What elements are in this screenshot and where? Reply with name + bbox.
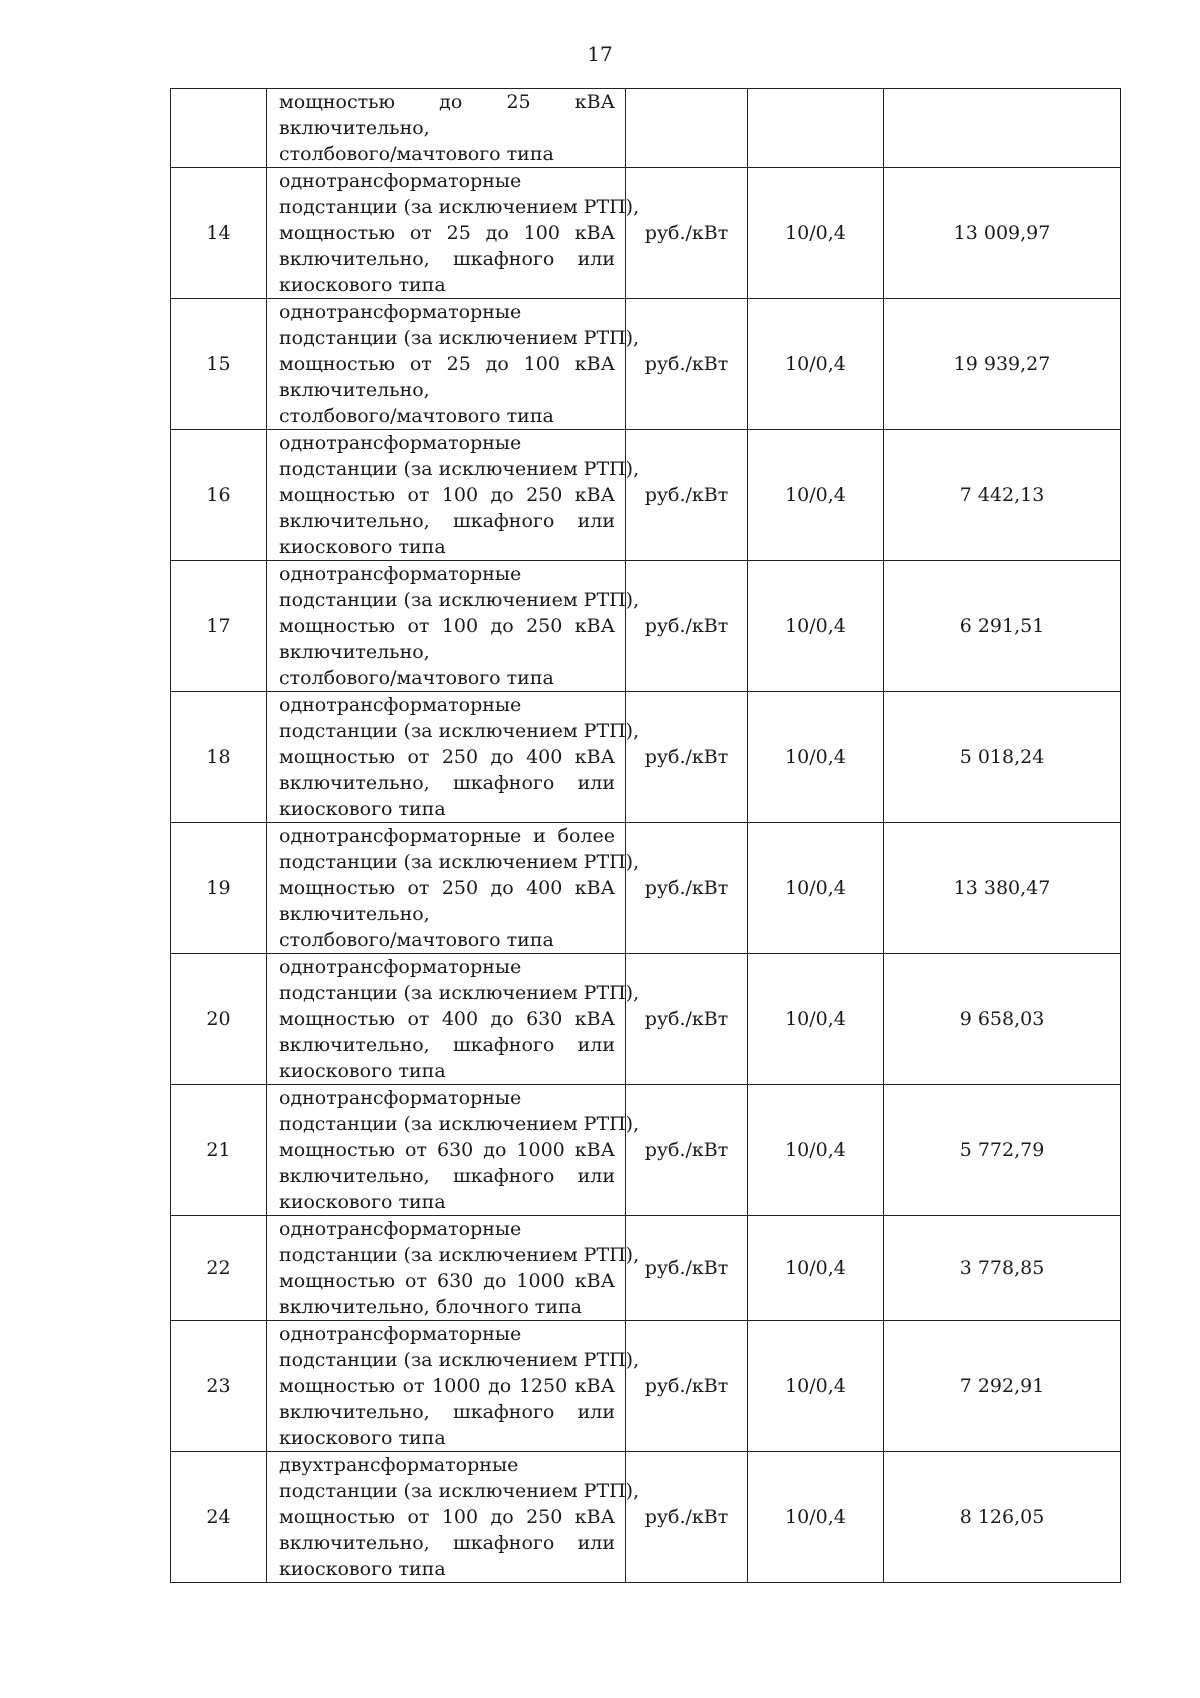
description-cell xyxy=(267,1321,640,1452)
table-body xyxy=(171,89,1121,1583)
value-cell: 8 126,05 xyxy=(884,1452,1121,1583)
description-line: мощностью от 100 до 250 кВА xyxy=(279,1506,615,1528)
value-cell: 7 442,13 xyxy=(884,430,1121,561)
row-number-cell: 24 xyxy=(171,1452,267,1583)
table-row xyxy=(171,954,1121,1085)
description-line: включительно, шкафного или xyxy=(279,510,615,532)
description-line: подстанции (за исключением РТП), xyxy=(279,1480,640,1502)
table-row xyxy=(171,692,1121,823)
voltage-cell: 10/0,4 xyxy=(748,561,884,692)
voltage-cell: 10/0,4 xyxy=(748,168,884,299)
table-row xyxy=(171,430,1121,561)
description-line: мощностью от 250 до 400 кВА xyxy=(279,746,615,768)
description-line: столбового/мачтового типа xyxy=(279,405,554,427)
value-cell: 5 018,24 xyxy=(884,692,1121,823)
value-cell: 7 292,91 xyxy=(884,1321,1121,1452)
row-number-cell xyxy=(171,89,267,168)
description-line: включительно, xyxy=(279,903,430,925)
value-cell: 5 772,79 xyxy=(884,1085,1121,1216)
unit-cell: руб./кВт xyxy=(626,954,748,1085)
unit-cell: руб./кВт xyxy=(626,561,748,692)
description-line: мощностью от 25 до 100 кВА xyxy=(279,222,615,244)
description-line: включительно, блочного типа xyxy=(279,1296,582,1318)
description-line: однотрансформаторные xyxy=(279,1218,522,1240)
value-cell: 9 658,03 xyxy=(884,954,1121,1085)
row-number-cell: 17 xyxy=(171,561,267,692)
row-number-cell: 22 xyxy=(171,1216,267,1321)
description-line: однотрансформаторные xyxy=(279,301,522,323)
description-line: подстанции (за исключением РТП), xyxy=(279,1244,640,1266)
voltage-cell: 10/0,4 xyxy=(748,299,884,430)
page-number: 17 xyxy=(587,42,613,66)
table-row xyxy=(171,168,1121,299)
description-line: подстанции (за исключением РТП), xyxy=(279,327,640,349)
row-number-cell: 16 xyxy=(171,430,267,561)
row-number-cell: 14 xyxy=(171,168,267,299)
unit-cell: руб./кВт xyxy=(626,1321,748,1452)
description-line: мощностью от 250 до 400 кВА xyxy=(279,877,615,899)
description-line: киоскового типа xyxy=(279,1558,446,1580)
description-line: киоскового типа xyxy=(279,274,446,296)
description-line: киоскового типа xyxy=(279,1191,446,1213)
value-cell: 19 939,27 xyxy=(884,299,1121,430)
description-line: однотрансформаторные xyxy=(279,170,522,192)
voltage-cell: 10/0,4 xyxy=(748,823,884,954)
table-row xyxy=(171,299,1121,430)
description-line: двухтрансформаторные xyxy=(279,1454,519,1476)
voltage-cell: 10/0,4 xyxy=(748,430,884,561)
description-line: однотрансформаторные и более xyxy=(279,825,615,847)
description-line: киоскового типа xyxy=(279,536,446,558)
voltage-cell: 10/0,4 xyxy=(748,1452,884,1583)
description-line: однотрансформаторные xyxy=(279,1087,522,1109)
description-cell xyxy=(267,692,640,823)
description-line: столбового/мачтового типа xyxy=(279,929,554,951)
value-cell: 13 009,97 xyxy=(884,168,1121,299)
description-line: столбового/мачтового типа xyxy=(279,667,554,689)
unit-cell: руб./кВт xyxy=(626,168,748,299)
description-cell xyxy=(267,168,640,299)
description-line: подстанции (за исключением РТП), xyxy=(279,1113,640,1135)
description-line: мощностью от 100 до 250 кВА xyxy=(279,615,615,637)
description-line: киоскового типа xyxy=(279,798,446,820)
description-line: подстанции (за исключением РТП), xyxy=(279,589,640,611)
voltage-cell: 10/0,4 xyxy=(748,954,884,1085)
description-line: столбового/мачтового типа xyxy=(279,143,554,165)
description-line: однотрансформаторные xyxy=(279,1323,522,1345)
row-number-cell: 15 xyxy=(171,299,267,430)
description-line: включительно, шкафного или xyxy=(279,1034,615,1056)
description-line: мощностью от 400 до 630 кВА xyxy=(279,1008,615,1030)
value-cell: 3 778,85 xyxy=(884,1216,1121,1321)
voltage-cell: 10/0,4 xyxy=(748,1321,884,1452)
unit-cell: руб./кВт xyxy=(626,823,748,954)
description-cell xyxy=(267,1452,640,1583)
description-line: включительно, шкафного или xyxy=(279,1532,615,1554)
description-cell xyxy=(267,561,640,692)
description-line: однотрансформаторные xyxy=(279,694,522,716)
description-cell xyxy=(267,89,626,168)
description-line: подстанции (за исключением РТП), xyxy=(279,851,640,873)
description-cell xyxy=(267,430,640,561)
voltage-cell: 10/0,4 xyxy=(748,692,884,823)
unit-cell: руб./кВт xyxy=(626,430,748,561)
description-line: мощностью от 25 до 100 кВА xyxy=(279,353,615,375)
table-row xyxy=(171,89,1121,168)
description-line: киоскового типа xyxy=(279,1427,446,1449)
row-number-cell: 23 xyxy=(171,1321,267,1452)
unit-cell: руб./кВт xyxy=(626,692,748,823)
table-row xyxy=(171,823,1121,954)
description-line: включительно, шкафного или xyxy=(279,1165,615,1187)
description-line: включительно, xyxy=(279,379,430,401)
description-line: мощностью от 100 до 250 кВА xyxy=(279,484,615,506)
unit-cell: руб./кВт xyxy=(626,1452,748,1583)
description-line: включительно, шкафного или xyxy=(279,248,615,270)
description-line: однотрансформаторные xyxy=(279,432,522,454)
description-line: однотрансформаторные xyxy=(279,956,522,978)
description-line: подстанции (за исключением РТП), xyxy=(279,196,640,218)
row-number-cell: 21 xyxy=(171,1085,267,1216)
voltage-cell: 10/0,4 xyxy=(748,1216,884,1321)
description-line: подстанции (за исключением РТП), xyxy=(279,982,640,1004)
table-row xyxy=(171,1216,1121,1321)
description-line: мощностью от 630 до 1000 кВА xyxy=(279,1139,615,1161)
description-line: включительно, шкафного или xyxy=(279,772,615,794)
table-row xyxy=(171,561,1121,692)
row-number-cell: 20 xyxy=(171,954,267,1085)
voltage-cell: 10/0,4 xyxy=(748,1085,884,1216)
voltage-cell xyxy=(748,89,884,168)
table-row xyxy=(171,1085,1121,1216)
value-cell: 13 380,47 xyxy=(884,823,1121,954)
description-line: подстанции (за исключением РТП), xyxy=(279,1349,640,1371)
description-line: киоскового типа xyxy=(279,1060,446,1082)
value-cell: 6 291,51 xyxy=(884,561,1121,692)
description-line: мощностью от 1000 до 1250 кВА xyxy=(279,1375,615,1397)
description-cell xyxy=(267,1085,640,1216)
unit-cell: руб./кВт xyxy=(626,1085,748,1216)
description-line: включительно, шкафного или xyxy=(279,1401,615,1423)
description-cell xyxy=(267,1216,640,1321)
unit-cell xyxy=(626,89,748,168)
tariff-table xyxy=(170,88,1121,1583)
row-number-cell: 18 xyxy=(171,692,267,823)
description-line: включительно, xyxy=(279,117,430,139)
row-number-cell: 19 xyxy=(171,823,267,954)
description-line: подстанции (за исключением РТП), xyxy=(279,720,640,742)
unit-cell: руб./кВт xyxy=(626,299,748,430)
description-cell xyxy=(267,954,640,1085)
description-line: однотрансформаторные xyxy=(279,563,522,585)
description-line: включительно, xyxy=(279,641,430,663)
table-row xyxy=(171,1452,1121,1583)
unit-cell: руб./кВт xyxy=(626,1216,748,1321)
description-cell xyxy=(267,299,640,430)
description-line: подстанции (за исключением РТП), xyxy=(279,458,640,480)
description-line: мощностью до 25 кВА xyxy=(279,91,615,113)
value-cell xyxy=(884,89,1121,168)
description-cell xyxy=(267,823,640,954)
table-row xyxy=(171,1321,1121,1452)
description-line: мощностью от 630 до 1000 кВА xyxy=(279,1270,615,1292)
